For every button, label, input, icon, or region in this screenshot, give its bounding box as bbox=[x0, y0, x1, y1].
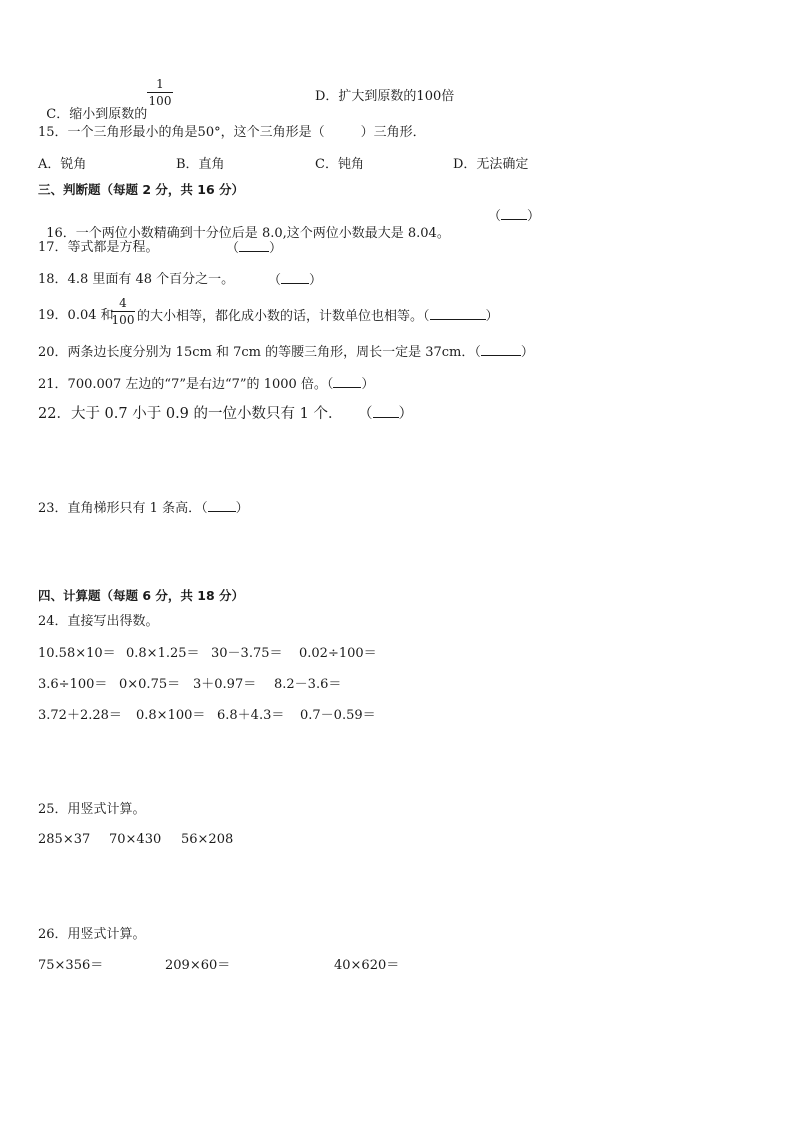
q19-blank-line[interactable] bbox=[430, 307, 486, 320]
q19-post bbox=[137, 307, 499, 326]
q24-r1-c2: 0.8×1.25＝ bbox=[126, 646, 200, 661]
q15-option-b[interactable]: B．直角 bbox=[176, 157, 225, 172]
blank-line[interactable] bbox=[281, 271, 309, 284]
paren-right: ） bbox=[235, 501, 249, 516]
q21-blank-line[interactable] bbox=[333, 375, 361, 388]
paren-left: （ bbox=[226, 241, 240, 256]
q24-r3-c2: 0.8×100＝ bbox=[136, 708, 206, 723]
q14-option-c-text: C．缩小到原数的 bbox=[46, 107, 148, 122]
q24-r2-c3: 3＋0.97＝ bbox=[193, 677, 257, 692]
q23-text: 23．直角梯形只有 1 条高．（ bbox=[38, 501, 208, 516]
q24-r3-c3: 6.8＋4.3＝ bbox=[217, 708, 285, 723]
fraction-bar bbox=[147, 92, 173, 93]
q15-option-c[interactable]: C．钝角 bbox=[315, 157, 364, 172]
q15-stem-b: ）三角形． bbox=[360, 125, 426, 140]
q26-item-1: 75×356＝ bbox=[38, 958, 104, 973]
q16-text: 16．一个两位小数精确到十分位后是 8.0,这个两位小数最大是 8.04。 bbox=[46, 226, 450, 241]
q20-text: 20．两条边长度分别为 15cm 和 7cm 的等腰三角形，周长一定是 37cm．（ bbox=[38, 345, 481, 360]
q25-item-1: 285×37 bbox=[38, 832, 91, 847]
paren-right: ） bbox=[361, 377, 375, 392]
paren-left: （ bbox=[358, 406, 373, 422]
q23 bbox=[38, 499, 249, 518]
q18-text: 18．4.8 里面有 48 个百分之一。 bbox=[38, 272, 235, 287]
q21-text: 21．700.007 左边的“7”是右边“7”的 1000 倍。（ bbox=[38, 377, 334, 392]
fraction-bar bbox=[111, 311, 135, 312]
blank-line[interactable] bbox=[239, 239, 269, 252]
paren-right: ） bbox=[520, 345, 534, 360]
q26-item-2: 209×60＝ bbox=[165, 958, 231, 973]
fraction-denominator: 100 bbox=[148, 94, 172, 108]
blank-line[interactable] bbox=[501, 207, 527, 220]
fraction-denominator: 100 bbox=[111, 313, 135, 327]
paren-right: ） bbox=[485, 309, 499, 324]
q23-blank-line[interactable] bbox=[208, 499, 236, 512]
q14-option-d: D．扩大到原数的100倍 bbox=[315, 89, 455, 104]
q15-option-a[interactable]: A．锐角 bbox=[38, 157, 87, 172]
q19-pre: 19．0.04 和 bbox=[38, 308, 114, 323]
q24-r2-c4: 8.2－3.6＝ bbox=[274, 677, 342, 692]
q16 bbox=[38, 207, 450, 243]
q14-option-c-fraction bbox=[147, 77, 173, 108]
q25-text: 25．用竖式计算。 bbox=[38, 802, 146, 817]
blank-line[interactable] bbox=[373, 405, 399, 418]
q15-stem-a: 15．一个三角形最小的角是50°，这个三角形是（ bbox=[38, 125, 325, 140]
q15-stem bbox=[38, 124, 426, 142]
q14-option-c bbox=[38, 88, 147, 124]
paren-left: （ bbox=[268, 273, 282, 288]
q24-r1-c4: 0.02÷100＝ bbox=[299, 646, 377, 661]
q19-fraction bbox=[111, 296, 135, 327]
q25-item-3: 56×208 bbox=[181, 832, 234, 847]
q25-item-2: 70×430 bbox=[109, 832, 162, 847]
q20-blank-line[interactable] bbox=[481, 343, 521, 356]
q24-r2-c1: 3.6÷100＝ bbox=[38, 677, 108, 692]
q16-answer-blank[interactable] bbox=[488, 207, 540, 226]
q24-r1-c3: 30－3.75＝ bbox=[211, 646, 283, 661]
q24-r3-c4: 0.7－0.59＝ bbox=[300, 708, 376, 723]
q17-answer-blank[interactable] bbox=[226, 239, 282, 258]
section-3-title: 三、判断题（每题 2 分，共 16 分） bbox=[38, 182, 245, 197]
q22-text: 22．大于 0.7 小于 0.9 的一位小数只有 1 个． bbox=[38, 406, 343, 422]
q26-item-3: 40×620＝ bbox=[334, 958, 400, 973]
paren-right: ） bbox=[269, 241, 283, 256]
q20 bbox=[38, 343, 534, 362]
paren-right: ） bbox=[527, 209, 541, 224]
q17-text: 17．等式都是方程。 bbox=[38, 240, 159, 255]
q24-r2-c2: 0×0.75＝ bbox=[119, 677, 181, 692]
section-4-title: 四、计算题（每题 6 分，共 18 分） bbox=[38, 588, 245, 603]
q15-option-d[interactable]: D．无法确定 bbox=[453, 157, 529, 172]
q26-text: 26．用竖式计算。 bbox=[38, 927, 146, 942]
q24-r3-c1: 3.72＋2.28＝ bbox=[38, 708, 122, 723]
q24-r1-c1: 10.58×10＝ bbox=[38, 646, 116, 661]
q19-post-text: 的大小相等，都化成小数的话，计数单位也相等。（ bbox=[137, 309, 430, 324]
fraction-numerator: 1 bbox=[156, 77, 164, 91]
q21 bbox=[38, 375, 374, 394]
q18-answer-blank[interactable] bbox=[268, 271, 322, 290]
paren-right: ） bbox=[309, 273, 323, 288]
q24-text: 24．直接写出得数。 bbox=[38, 614, 159, 629]
paren-right: ） bbox=[398, 406, 413, 422]
q22-answer-blank[interactable] bbox=[358, 405, 413, 423]
fraction-numerator: 4 bbox=[119, 296, 127, 310]
paren-left: （ bbox=[488, 209, 502, 224]
